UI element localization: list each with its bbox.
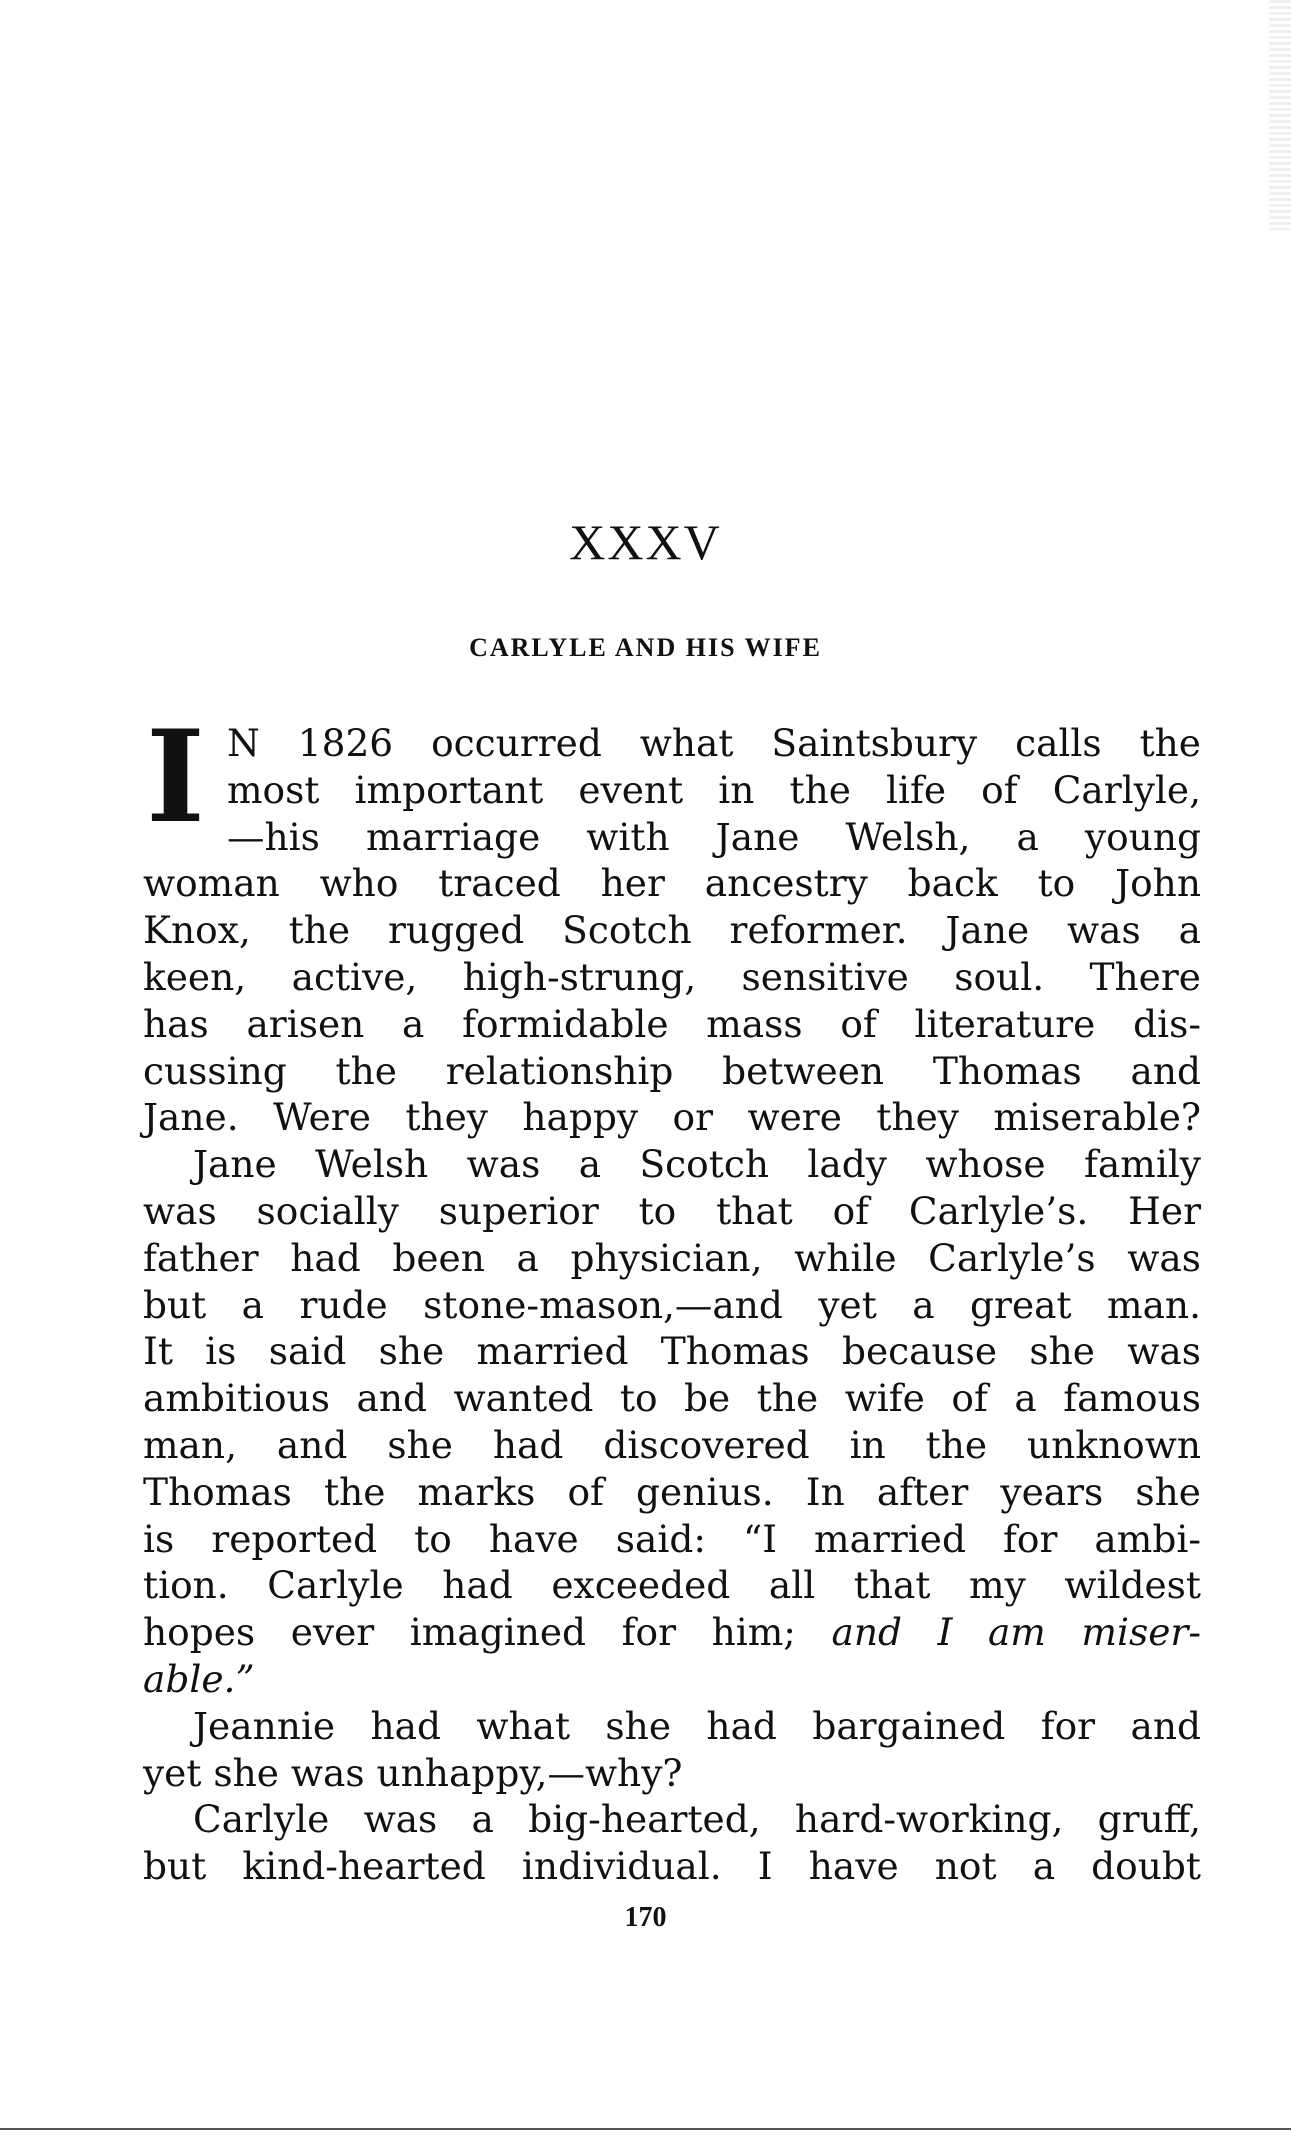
text-line: tion. Carlyle had exceeded all that my wildest <box>143 1563 1201 1608</box>
bottom-edge-line <box>0 2128 1291 2130</box>
page-number: 170 <box>624 1902 667 1933</box>
text-segment: hopes ever imagined for him; <box>143 1610 796 1655</box>
text-line: Jane. Were they happy or were they miserable? <box>143 1095 1201 1140</box>
text-line: but a rude stone-mason,—and yet a great man. <box>143 1282 1201 1327</box>
text-line: cussing the relationship between Thomas and <box>143 1048 1201 1093</box>
text-line: has arisen a formidable mass of literature dis- <box>143 1001 1201 1046</box>
text-line: It is said she married Thomas because she was <box>143 1329 1201 1374</box>
text-line: most important event in the life of Carlyle, <box>227 767 1201 812</box>
page-edge-shadow <box>1269 0 1291 230</box>
text-line: ambitious and wanted to be the wife of a famous <box>143 1376 1201 1421</box>
text-line: Jeannie had what she had bargained for and <box>193 1703 1201 1748</box>
text-line: Thomas the marks of genius. In after years she <box>143 1469 1201 1514</box>
text-line: N 1826 occurred what Saintsbury calls the <box>227 721 1201 765</box>
text-line: yet she was unhappy,—why? <box>143 1750 683 1795</box>
text-line: Carlyle was a big-hearted, hard-working, gruff, <box>193 1797 1201 1842</box>
chapter-number: XXXV <box>569 514 722 570</box>
text-line: man, and she had discovered in the unknown <box>143 1422 1201 1467</box>
text-line: is reported to have said: “I married for ambi- <box>143 1516 1201 1561</box>
text-line: Knox, the rugged Scotch reformer. Jane was a <box>143 908 1201 953</box>
text-line: was socially superior to that of Carlyle’s. Her <box>143 1188 1201 1233</box>
text-line <box>143 1609 1201 1656</box>
body-text <box>143 703 1202 1890</box>
text-line: father had been a physician, while Carlyle’s was <box>143 1235 1201 1280</box>
italic-segment: able.” <box>143 1656 255 1701</box>
text-line: Jane Welsh was a Scotch lady whose family <box>193 1142 1201 1187</box>
chapter-title: CARLYLE AND HIS WIFE <box>469 633 822 662</box>
text-line: keen, active, high-strung, sensitive soul. There <box>143 954 1201 999</box>
text-line: woman who traced her ancestry back to John <box>143 861 1201 906</box>
text-line: —his marriage with Jane Welsh, a young <box>227 814 1201 859</box>
text-line: but kind-hearted individual. I have not a doubt <box>143 1844 1201 1889</box>
drop-cap: I <box>146 703 205 851</box>
italic-segment: and I am miser- <box>831 1610 1202 1655</box>
text-line <box>143 1656 1201 1703</box>
